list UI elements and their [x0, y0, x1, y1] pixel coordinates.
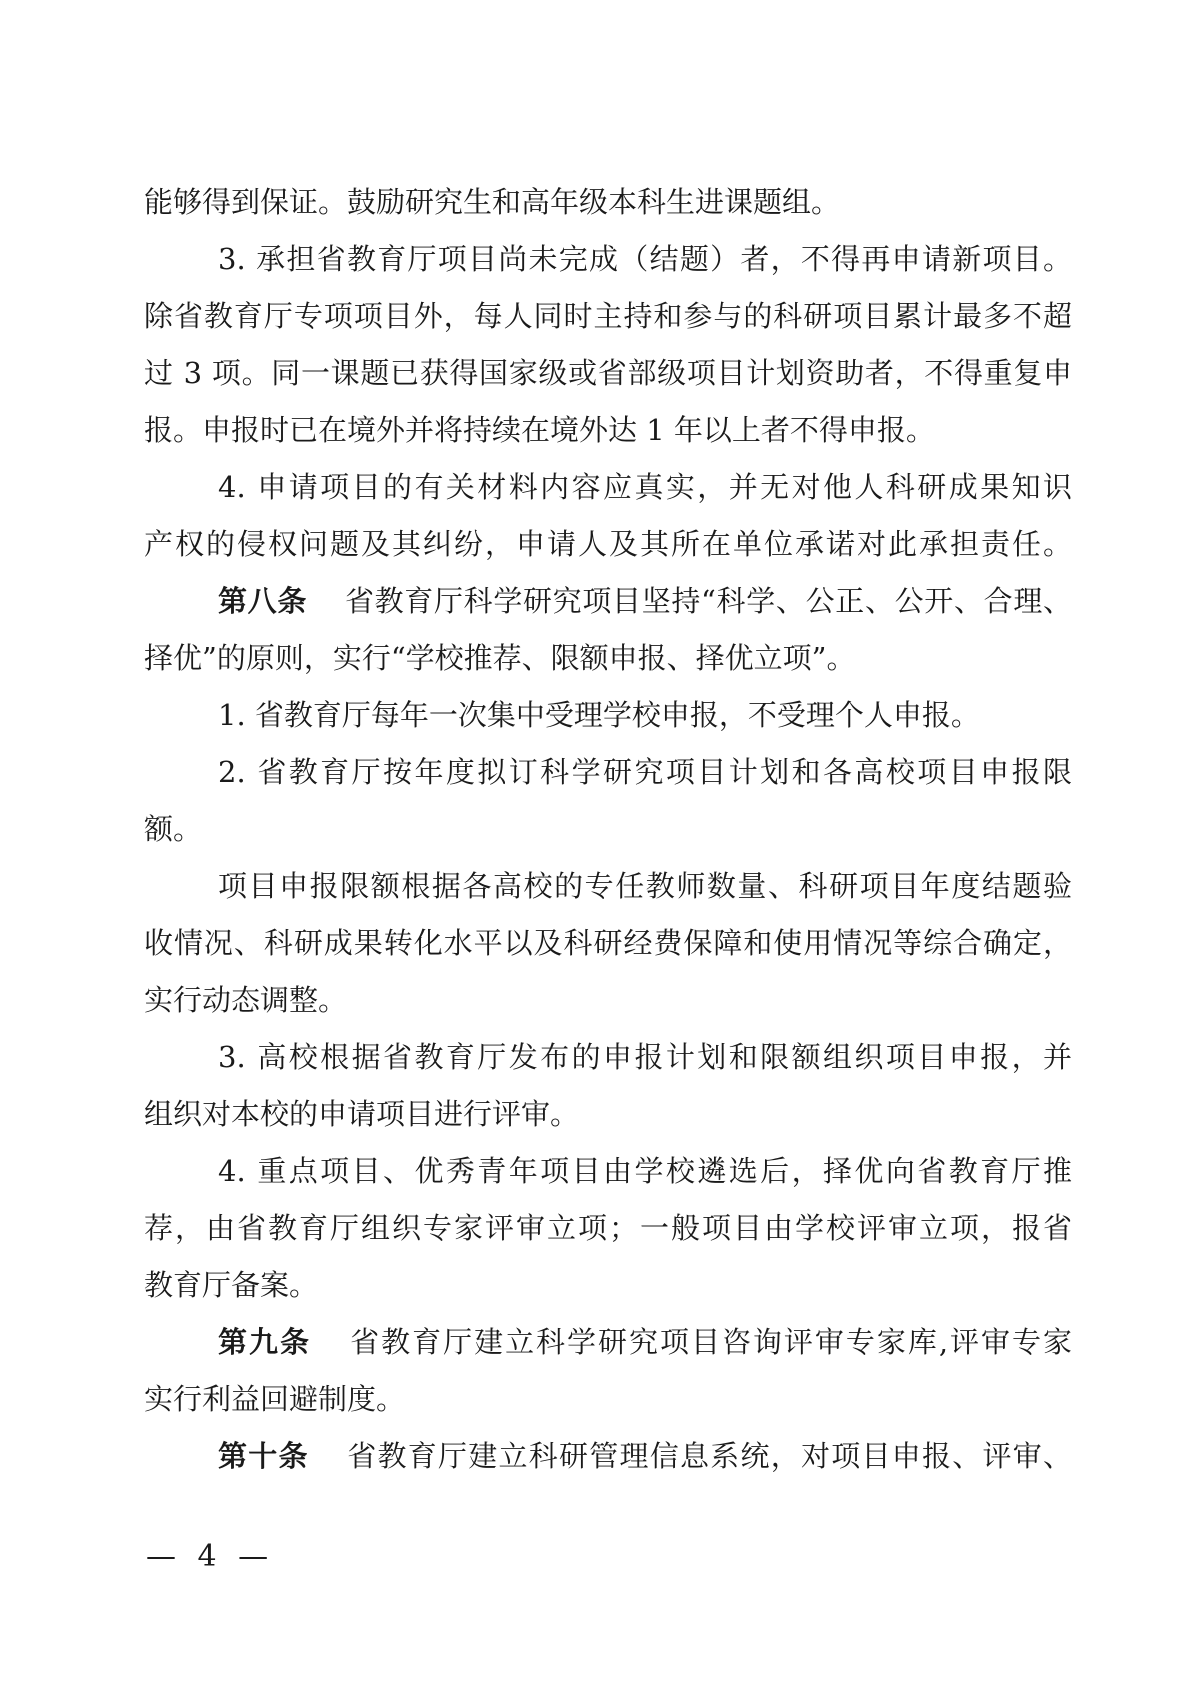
- line-text: 实行动态调整。: [144, 983, 348, 1017]
- document-line: [144, 687, 1072, 744]
- document-line: [144, 801, 1072, 858]
- line-text: 3. 承担省教育厅项目尚未完成（结题）者，不得再申请新项目。: [218, 242, 1072, 276]
- document-line: [144, 744, 1072, 801]
- document-line: [144, 231, 1072, 288]
- document-line: [144, 1314, 1072, 1371]
- document-line: [144, 630, 1072, 687]
- line-text: 额。: [144, 812, 203, 846]
- line-text: 1. 省教育厅每年一次集中受理学校申报，不受理个人申报。: [218, 698, 980, 732]
- line-text: 3. 高校根据省教育厅发布的申报计划和限额组织项目申报，并: [218, 1040, 1072, 1074]
- line-text: 过 3 项。同一课题已获得国家级或省部级项目计划资助者，不得重复申: [144, 356, 1072, 390]
- text-block: [144, 174, 1072, 1485]
- document-line: [144, 174, 1072, 231]
- line-text: 4. 重点项目、优秀青年项目由学校遴选后，择优向省教育厅推: [218, 1154, 1072, 1188]
- line-text: 择优”的原则，实行“学校推荐、限额申报、择优立项”。: [144, 641, 856, 675]
- line-text: 荐，由省教育厅组织专家评审立项；一般项目由学校评审立项，报省: [144, 1211, 1072, 1245]
- line-text: 收情况、科研成果转化水平以及科研经费保障和使用情况等综合确定，: [144, 926, 1072, 960]
- article-heading: 第八条: [218, 584, 308, 618]
- line-text: 组织对本校的申请项目进行评审。: [144, 1097, 580, 1131]
- line-text: 实行利益回避制度。: [144, 1382, 406, 1416]
- document-line: [144, 288, 1072, 345]
- document-line: [144, 1143, 1072, 1200]
- line-text: 项目申报限额根据各高校的专任教师数量、科研项目年度结题验: [218, 869, 1072, 903]
- document-line: [144, 402, 1072, 459]
- line-text: 报。申报时已在境外并将持续在境外达 1 年以上者不得申报。: [144, 413, 935, 447]
- line-text: 能够得到保证。鼓励研究生和高年级本科生进课题组。: [144, 185, 841, 219]
- line-text: 省教育厅建立科学研究项目咨询评审专家库,评审专家: [350, 1325, 1072, 1359]
- document-line: [144, 1200, 1072, 1257]
- document-line: [144, 573, 1072, 630]
- document-line: [144, 858, 1072, 915]
- document-line: [144, 459, 1072, 516]
- article-heading: 第九条: [218, 1325, 311, 1359]
- line-text: 除省教育厅专项项目外，每人同时主持和参与的科研项目累计最多不超: [144, 299, 1072, 333]
- document-line: [144, 1257, 1072, 1314]
- document-line: [144, 915, 1072, 972]
- line-text: 4. 申请项目的有关材料内容应真实，并无对他人科研成果知识: [218, 470, 1072, 504]
- line-text: 2. 省教育厅按年度拟订科学研究项目计划和各高校项目申报限: [218, 755, 1072, 789]
- document-line: [144, 1029, 1072, 1086]
- article-heading: 第十条: [218, 1439, 309, 1473]
- document-line: [144, 1371, 1072, 1428]
- line-text: 教育厅备案。: [144, 1268, 319, 1302]
- line-text: 产权的侵权问题及其纠纷，申请人及其所在单位承诺对此承担责任。: [144, 527, 1072, 561]
- document-line: [144, 972, 1072, 1029]
- document-line: [144, 345, 1072, 402]
- line-text: 省教育厅建立科研管理信息系统，对项目申报、评审、: [347, 1439, 1072, 1473]
- document-line: [144, 516, 1072, 573]
- line-text: 省教育厅科学研究项目坚持“科学、公正、公开、合理、: [344, 584, 1072, 618]
- page-number: — 4 —: [146, 1539, 269, 1574]
- document-line: [144, 1428, 1072, 1485]
- document-line: [144, 1086, 1072, 1143]
